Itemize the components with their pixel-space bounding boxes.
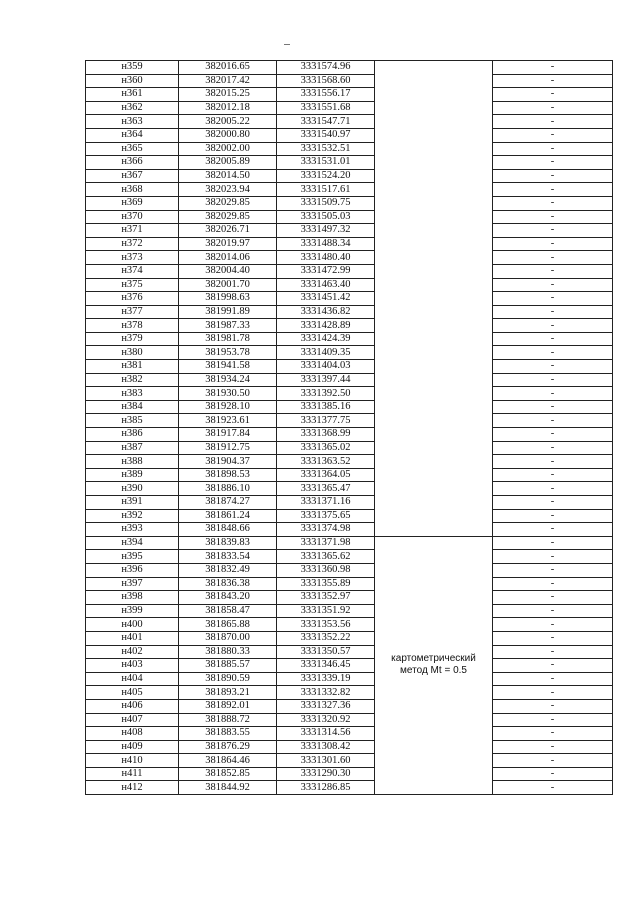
table-row (86, 754, 613, 768)
table-row (86, 523, 613, 537)
table-row (86, 128, 613, 142)
point-id-cell: н362 (86, 101, 179, 115)
y-coordinate-cell: 3331320.92 (277, 713, 375, 727)
point-id-cell: н370 (86, 210, 179, 224)
table-row (86, 305, 613, 319)
x-coordinate-cell: 381880.33 (179, 645, 277, 659)
table-row (86, 672, 613, 686)
table-row (86, 237, 613, 251)
y-coordinate-cell: 3331327.36 (277, 699, 375, 713)
table-row (86, 468, 613, 482)
dash-cell: - (493, 305, 613, 319)
point-id-cell: н395 (86, 550, 179, 564)
y-coordinate-cell: 3331371.16 (277, 496, 375, 510)
point-id-cell: н365 (86, 142, 179, 156)
dash-cell: - (493, 428, 613, 442)
y-coordinate-cell: 3331424.39 (277, 332, 375, 346)
x-coordinate-cell: 382026.71 (179, 224, 277, 238)
dash-cell: - (493, 74, 613, 88)
table-row (86, 373, 613, 387)
table-row (86, 264, 613, 278)
point-id-cell: н402 (86, 645, 179, 659)
x-coordinate-cell: 381858.47 (179, 604, 277, 618)
y-coordinate-cell: 3331352.97 (277, 591, 375, 605)
x-coordinate-cell: 381991.89 (179, 305, 277, 319)
point-id-cell: н392 (86, 509, 179, 523)
x-coordinate-cell: 381912.75 (179, 441, 277, 455)
x-coordinate-cell: 382023.94 (179, 183, 277, 197)
x-coordinate-cell: 381848.66 (179, 523, 277, 537)
dash-cell: - (493, 169, 613, 183)
x-coordinate-cell: 382016.65 (179, 61, 277, 75)
dash-cell: - (493, 455, 613, 469)
y-coordinate-cell: 3331556.17 (277, 88, 375, 102)
table-row (86, 550, 613, 564)
dash-cell: - (493, 101, 613, 115)
point-id-cell: н366 (86, 156, 179, 170)
dash-cell: - (493, 88, 613, 102)
dash-cell: - (493, 699, 613, 713)
point-id-cell: н364 (86, 128, 179, 142)
x-coordinate-cell: 381836.38 (179, 577, 277, 591)
point-id-cell: н407 (86, 713, 179, 727)
point-id-cell: н412 (86, 781, 179, 795)
dash-cell: - (493, 224, 613, 238)
x-coordinate-cell: 381998.63 (179, 292, 277, 306)
point-id-cell: н393 (86, 523, 179, 537)
y-coordinate-cell: 3331463.40 (277, 278, 375, 292)
y-coordinate-cell: 3331397.44 (277, 373, 375, 387)
x-coordinate-cell: 381883.55 (179, 727, 277, 741)
point-id-cell: н377 (86, 305, 179, 319)
y-coordinate-cell: 3331365.02 (277, 441, 375, 455)
point-id-cell: н387 (86, 441, 179, 455)
dash-cell: - (493, 373, 613, 387)
x-coordinate-cell: 382005.89 (179, 156, 277, 170)
y-coordinate-cell: 3331547.71 (277, 115, 375, 129)
x-coordinate-cell: 381861.24 (179, 509, 277, 523)
dash-cell: - (493, 278, 613, 292)
x-coordinate-cell: 382000.80 (179, 128, 277, 142)
dash-cell: - (493, 142, 613, 156)
point-id-cell: н367 (86, 169, 179, 183)
point-id-cell: н406 (86, 699, 179, 713)
dash-cell: - (493, 414, 613, 428)
point-id-cell: н397 (86, 577, 179, 591)
x-coordinate-cell: 381893.21 (179, 686, 277, 700)
table-row (86, 591, 613, 605)
x-coordinate-cell: 382012.18 (179, 101, 277, 115)
x-coordinate-cell: 381890.59 (179, 672, 277, 686)
point-id-cell: н360 (86, 74, 179, 88)
dash-cell: - (493, 387, 613, 401)
point-id-cell: н378 (86, 319, 179, 333)
table-row (86, 482, 613, 496)
y-coordinate-cell: 3331352.22 (277, 631, 375, 645)
x-coordinate-cell: 382005.22 (179, 115, 277, 129)
dash-cell: - (493, 264, 613, 278)
dash-cell: - (493, 577, 613, 591)
y-coordinate-cell: 3331436.82 (277, 305, 375, 319)
x-coordinate-cell: 382017.42 (179, 74, 277, 88)
x-coordinate-cell: 382015.25 (179, 88, 277, 102)
y-coordinate-cell: 3331290.30 (277, 767, 375, 781)
x-coordinate-cell: 381941.58 (179, 360, 277, 374)
x-coordinate-cell: 381904.37 (179, 455, 277, 469)
dash-cell: - (493, 645, 613, 659)
dash-cell: - (493, 727, 613, 741)
x-coordinate-cell: 381987.33 (179, 319, 277, 333)
table-row (86, 631, 613, 645)
dash-cell: - (493, 292, 613, 306)
table-row (86, 156, 613, 170)
point-id-cell: н368 (86, 183, 179, 197)
dash-cell: - (493, 400, 613, 414)
x-coordinate-cell: 382029.85 (179, 210, 277, 224)
y-coordinate-cell: 3331480.40 (277, 251, 375, 265)
table-row (86, 210, 613, 224)
table-row (86, 278, 613, 292)
dash-cell: - (493, 591, 613, 605)
dash-cell: - (493, 509, 613, 523)
point-id-cell: н411 (86, 767, 179, 781)
dash-cell: - (493, 319, 613, 333)
y-coordinate-cell: 3331488.34 (277, 237, 375, 251)
table-row (86, 536, 613, 550)
point-id-cell: н390 (86, 482, 179, 496)
x-coordinate-cell: 381839.83 (179, 536, 277, 550)
x-coordinate-cell: 381870.00 (179, 631, 277, 645)
point-id-cell: н379 (86, 332, 179, 346)
point-id-cell: н382 (86, 373, 179, 387)
x-coordinate-cell: 381874.27 (179, 496, 277, 510)
y-coordinate-cell: 3331551.68 (277, 101, 375, 115)
page-mark (284, 44, 290, 45)
x-coordinate-cell: 382029.85 (179, 196, 277, 210)
y-coordinate-cell: 3331374.98 (277, 523, 375, 537)
table-row (86, 346, 613, 360)
dash-cell: - (493, 441, 613, 455)
dash-cell: - (493, 346, 613, 360)
x-coordinate-cell: 381888.72 (179, 713, 277, 727)
y-coordinate-cell: 3331355.89 (277, 577, 375, 591)
x-coordinate-cell: 381832.49 (179, 563, 277, 577)
y-coordinate-cell: 3331524.20 (277, 169, 375, 183)
method-text-line: картометрический (391, 653, 476, 665)
x-coordinate-cell: 381876.29 (179, 740, 277, 754)
y-coordinate-cell: 3331392.50 (277, 387, 375, 401)
dash-cell: - (493, 496, 613, 510)
x-coordinate-cell: 381953.78 (179, 346, 277, 360)
dash-cell: - (493, 659, 613, 673)
y-coordinate-cell: 3331540.97 (277, 128, 375, 142)
y-coordinate-cell: 3331377.75 (277, 414, 375, 428)
x-coordinate-cell: 381898.53 (179, 468, 277, 482)
y-coordinate-cell: 3331301.60 (277, 754, 375, 768)
table-row (86, 74, 613, 88)
table-row (86, 699, 613, 713)
table-row (86, 563, 613, 577)
dash-cell: - (493, 523, 613, 537)
table-row (86, 428, 613, 442)
x-coordinate-cell: 381930.50 (179, 387, 277, 401)
x-coordinate-cell: 381852.85 (179, 767, 277, 781)
point-id-cell: н408 (86, 727, 179, 741)
point-id-cell: н385 (86, 414, 179, 428)
point-id-cell: н394 (86, 536, 179, 550)
dash-cell: - (493, 251, 613, 265)
point-id-cell: н363 (86, 115, 179, 129)
table-row (86, 196, 613, 210)
y-coordinate-cell: 3331451.42 (277, 292, 375, 306)
dash-cell: - (493, 237, 613, 251)
x-coordinate-cell: 381981.78 (179, 332, 277, 346)
y-coordinate-cell: 3331574.96 (277, 61, 375, 75)
table-row (86, 251, 613, 265)
dash-cell: - (493, 332, 613, 346)
y-coordinate-cell: 3331472.99 (277, 264, 375, 278)
point-id-cell: н375 (86, 278, 179, 292)
table-row (86, 61, 613, 75)
y-coordinate-cell: 3331568.60 (277, 74, 375, 88)
dash-cell: - (493, 604, 613, 618)
x-coordinate-cell: 382014.06 (179, 251, 277, 265)
x-coordinate-cell: 381865.88 (179, 618, 277, 632)
table-row (86, 509, 613, 523)
point-id-cell: н361 (86, 88, 179, 102)
dash-cell: - (493, 468, 613, 482)
dash-cell: - (493, 672, 613, 686)
dash-cell: - (493, 115, 613, 129)
point-id-cell: н409 (86, 740, 179, 754)
x-coordinate-cell: 381886.10 (179, 482, 277, 496)
table-row (86, 360, 613, 374)
table-row (86, 767, 613, 781)
y-coordinate-cell: 3331314.56 (277, 727, 375, 741)
y-coordinate-cell: 3331351.92 (277, 604, 375, 618)
dash-cell: - (493, 360, 613, 374)
x-coordinate-cell: 381844.92 (179, 781, 277, 795)
point-id-cell: н383 (86, 387, 179, 401)
method-cell (375, 61, 493, 537)
dash-cell: - (493, 61, 613, 75)
coordinates-table (85, 60, 613, 795)
table-row (86, 292, 613, 306)
table-row (86, 169, 613, 183)
x-coordinate-cell: 381864.46 (179, 754, 277, 768)
y-coordinate-cell: 3331308.42 (277, 740, 375, 754)
x-coordinate-cell: 381923.61 (179, 414, 277, 428)
point-id-cell: н403 (86, 659, 179, 673)
dash-cell: - (493, 713, 613, 727)
table-row (86, 659, 613, 673)
dash-cell: - (493, 754, 613, 768)
point-id-cell: н398 (86, 591, 179, 605)
dash-cell: - (493, 740, 613, 754)
x-coordinate-cell: 382001.70 (179, 278, 277, 292)
table-row (86, 496, 613, 510)
table-row (86, 740, 613, 754)
table-row (86, 332, 613, 346)
table-row (86, 441, 613, 455)
y-coordinate-cell: 3331497.32 (277, 224, 375, 238)
table-row (86, 645, 613, 659)
x-coordinate-cell: 382014.50 (179, 169, 277, 183)
dash-cell: - (493, 631, 613, 645)
table-row (86, 88, 613, 102)
y-coordinate-cell: 3331365.47 (277, 482, 375, 496)
y-coordinate-cell: 3331368.99 (277, 428, 375, 442)
y-coordinate-cell: 3331409.35 (277, 346, 375, 360)
y-coordinate-cell: 3331531.01 (277, 156, 375, 170)
y-coordinate-cell: 3331339.19 (277, 672, 375, 686)
point-id-cell: н404 (86, 672, 179, 686)
y-coordinate-cell: 3331364.05 (277, 468, 375, 482)
point-id-cell: н359 (86, 61, 179, 75)
table-row (86, 414, 613, 428)
x-coordinate-cell: 381833.54 (179, 550, 277, 564)
x-coordinate-cell: 381934.24 (179, 373, 277, 387)
point-id-cell: н410 (86, 754, 179, 768)
y-coordinate-cell: 3331350.57 (277, 645, 375, 659)
point-id-cell: н376 (86, 292, 179, 306)
dash-cell: - (493, 183, 613, 197)
x-coordinate-cell: 381885.57 (179, 659, 277, 673)
point-id-cell: н386 (86, 428, 179, 442)
x-coordinate-cell: 382002.00 (179, 142, 277, 156)
table-row (86, 604, 613, 618)
table-row (86, 713, 613, 727)
y-coordinate-cell: 3331509.75 (277, 196, 375, 210)
dash-cell: - (493, 686, 613, 700)
table-row (86, 183, 613, 197)
dash-cell: - (493, 618, 613, 632)
table-row (86, 577, 613, 591)
x-coordinate-cell: 381928.10 (179, 400, 277, 414)
point-id-cell: н372 (86, 237, 179, 251)
point-id-cell: н389 (86, 468, 179, 482)
table-row (86, 781, 613, 795)
coordinates-table-body (86, 61, 613, 795)
y-coordinate-cell: 3331385.16 (277, 400, 375, 414)
dash-cell: - (493, 482, 613, 496)
dash-cell: - (493, 550, 613, 564)
y-coordinate-cell: 3331404.03 (277, 360, 375, 374)
table-row (86, 142, 613, 156)
point-id-cell: н373 (86, 251, 179, 265)
dash-cell: - (493, 128, 613, 142)
y-coordinate-cell: 3331532.51 (277, 142, 375, 156)
table-row (86, 400, 613, 414)
point-id-cell: н399 (86, 604, 179, 618)
point-id-cell: н371 (86, 224, 179, 238)
point-id-cell: н405 (86, 686, 179, 700)
table-row (86, 618, 613, 632)
dash-cell: - (493, 781, 613, 795)
method-text-line: метод Mt = 0.5 (400, 665, 467, 677)
y-coordinate-cell: 3331375.65 (277, 509, 375, 523)
x-coordinate-cell: 381843.20 (179, 591, 277, 605)
point-id-cell: н369 (86, 196, 179, 210)
y-coordinate-cell: 3331517.61 (277, 183, 375, 197)
y-coordinate-cell: 3331332.82 (277, 686, 375, 700)
x-coordinate-cell: 382004.40 (179, 264, 277, 278)
table-row (86, 101, 613, 115)
y-coordinate-cell: 3331353.56 (277, 618, 375, 632)
table-row (86, 727, 613, 741)
x-coordinate-cell: 382019.97 (179, 237, 277, 251)
point-id-cell: н388 (86, 455, 179, 469)
y-coordinate-cell: 3331346.45 (277, 659, 375, 673)
y-coordinate-cell: 3331505.03 (277, 210, 375, 224)
y-coordinate-cell: 3331428.89 (277, 319, 375, 333)
point-id-cell: н401 (86, 631, 179, 645)
dash-cell: - (493, 196, 613, 210)
x-coordinate-cell: 381917.84 (179, 428, 277, 442)
point-id-cell: н396 (86, 563, 179, 577)
point-id-cell: н384 (86, 400, 179, 414)
y-coordinate-cell: 3331360.98 (277, 563, 375, 577)
table-row (86, 387, 613, 401)
y-coordinate-cell: 3331371.98 (277, 536, 375, 550)
point-id-cell: н374 (86, 264, 179, 278)
dash-cell: - (493, 563, 613, 577)
table-row (86, 224, 613, 238)
point-id-cell: н381 (86, 360, 179, 374)
dash-cell: - (493, 210, 613, 224)
point-id-cell: н380 (86, 346, 179, 360)
table-row (86, 319, 613, 333)
dash-cell: - (493, 767, 613, 781)
point-id-cell: н391 (86, 496, 179, 510)
method-cell (375, 536, 493, 794)
table-row (86, 115, 613, 129)
table-row (86, 455, 613, 469)
point-id-cell: н400 (86, 618, 179, 632)
y-coordinate-cell: 3331363.52 (277, 455, 375, 469)
dash-cell: - (493, 156, 613, 170)
y-coordinate-cell: 3331286.85 (277, 781, 375, 795)
dash-cell: - (493, 536, 613, 550)
x-coordinate-cell: 381892.01 (179, 699, 277, 713)
y-coordinate-cell: 3331365.62 (277, 550, 375, 564)
table-row (86, 686, 613, 700)
